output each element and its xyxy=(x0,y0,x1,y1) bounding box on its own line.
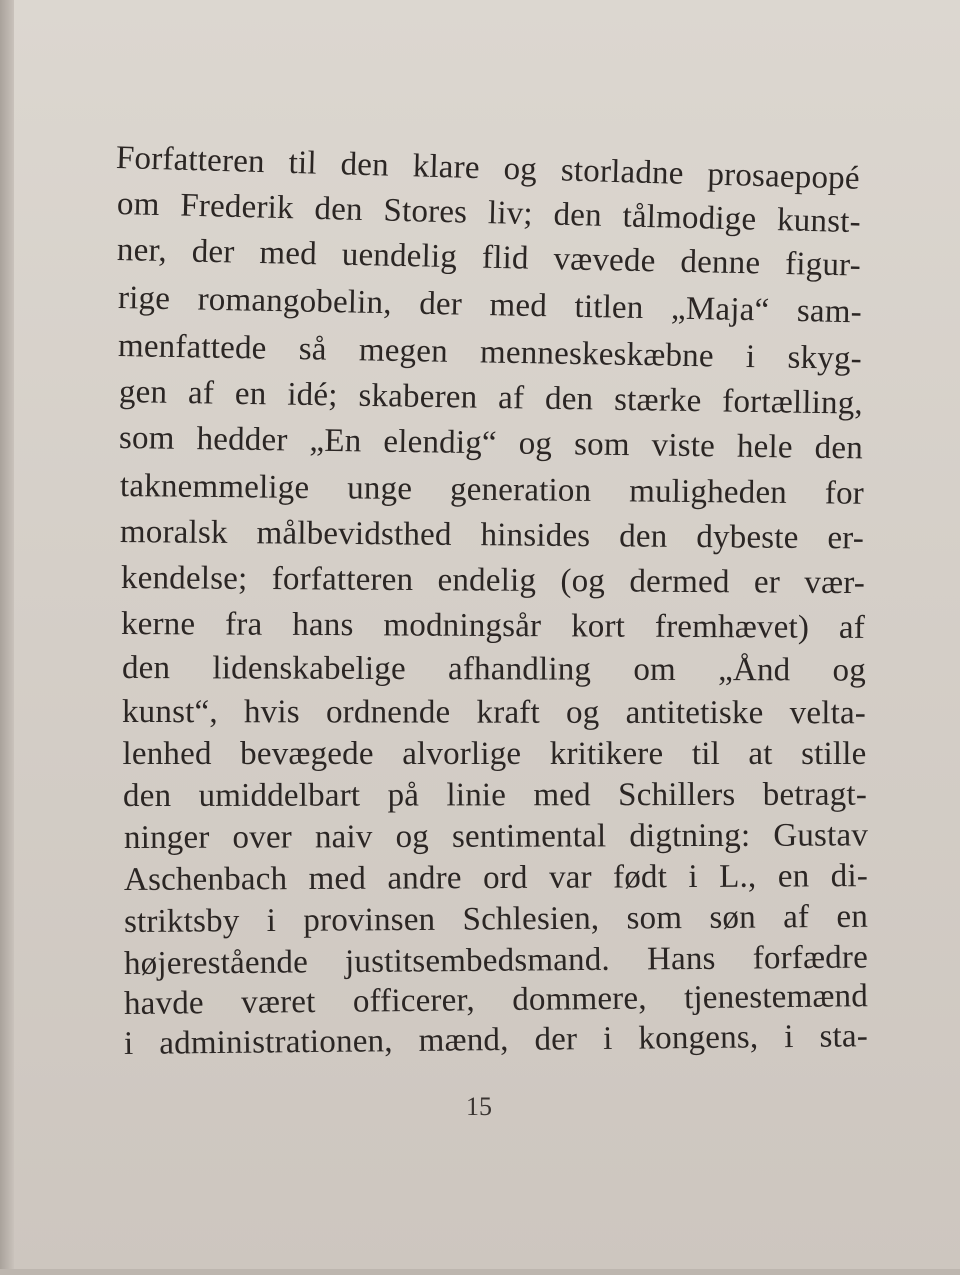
text-line: striktsby i provinsen Schlesien, som søn af en xyxy=(123,898,869,940)
text-line: ner, der med uendelig flid vævede denne figur- xyxy=(116,232,862,284)
text-line: om Frederik den Stores liv; den tålmodige kunst- xyxy=(116,186,861,241)
text-line: lenhed bevægede alvorlige kritikere til at stille xyxy=(122,736,867,772)
text-line: Aschenbach med andre ord var født i L., en di- xyxy=(123,858,869,898)
page-number: 15 xyxy=(466,1092,492,1121)
text-line: kendelse; forfatteren endelig (og dermed er vær- xyxy=(120,560,865,602)
text-line: Forfatteren til den klare og storladne prosaepopé xyxy=(115,140,861,197)
text-line: ninger over naiv og sentimental digtning: Gustav xyxy=(123,817,868,856)
text-line: i administrationen, mænd, der i kongens, i sta- xyxy=(123,1018,869,1062)
text-line: kerne fra hans modningsår kort fremhævet) af xyxy=(120,606,866,646)
text-line: menfattede så megen menneskeskæbne i skyg- xyxy=(117,328,863,377)
page-left-edge xyxy=(0,0,14,1275)
text-line: kunst“, hvis ordnende kraft og antitetiske velta- xyxy=(121,694,867,732)
text-line: den lidenskabelige afhandling om „Ånd og xyxy=(121,650,866,689)
text-line: rige romangobelin, der med titlen „Maja“ sam- xyxy=(117,280,862,331)
text-line: havde været officerer, dommere, tjenestemænd xyxy=(123,978,869,1022)
text-line: højerestående justitsembedsmand. Hans forfædre xyxy=(123,939,869,982)
page-bottom-edge xyxy=(0,1269,960,1275)
text-line: den umiddelbart på linie med Schillers betragt- xyxy=(122,776,868,814)
text-line: taknemmelige unge generation muligheden for xyxy=(119,468,864,512)
text-line: gen af en idé; skaberen af den stærke fortælling, xyxy=(118,374,863,422)
text-line: moralsk målbevidsthed hinsides den dybeste er- xyxy=(119,514,865,557)
text-line: som hedder „En elendig“ og som viste hele den xyxy=(118,420,864,467)
